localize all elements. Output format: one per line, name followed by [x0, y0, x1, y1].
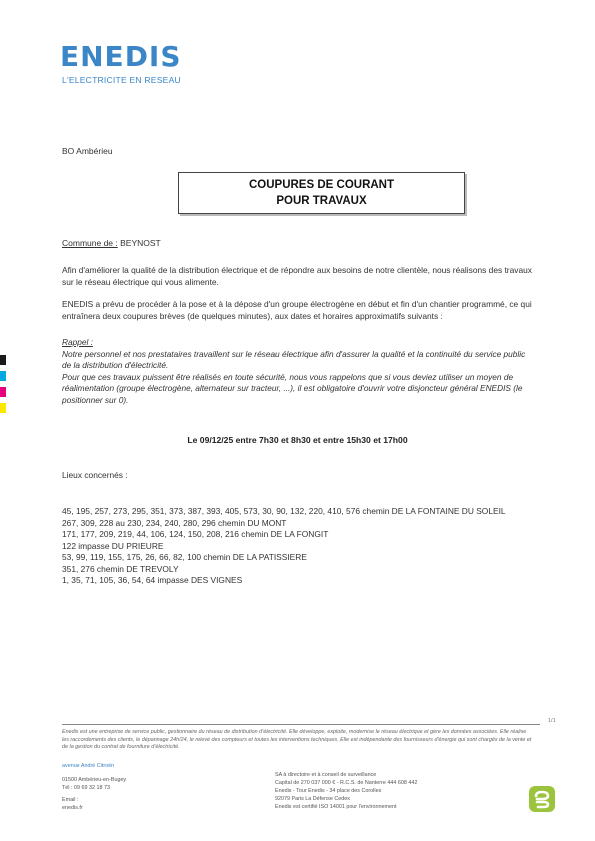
footer-website: enedis.fr	[62, 805, 83, 811]
logo-tagline: L'ELECTRICITE EN RESEAU	[62, 75, 181, 85]
intro-paragraph: Afin d'améliorer la qualité de la distribution électrique et de répondre aux besoins de notre clientèle, nous réalisons des travaux sur le réseau électrique qui vous alimente.	[62, 265, 532, 287]
footer-phone: Tél : 09 69 32 18 73	[62, 785, 110, 791]
commune-line	[62, 238, 161, 248]
print-mark-black	[0, 355, 6, 365]
logo-wordmark: ENEDIS	[60, 40, 182, 73]
address-list	[62, 506, 542, 587]
footer-company-line: Enedis - Tour Enedis - 34 place des Corolles	[275, 788, 382, 794]
footer-email: Email :	[62, 797, 79, 803]
address-item: 53, 99, 119, 155, 175, 26, 66, 82, 100 chemin DE LA PATISSIERE	[62, 552, 307, 562]
footer-company-line: Enedis est certifié ISO 14001 pour l'environnement	[275, 804, 397, 810]
notice-title-line1: COUPURES DE COURANT	[248, 179, 395, 191]
address-item: 1, 35, 71, 105, 36, 54, 64 impasse DES VIGNES	[62, 575, 243, 585]
footer-company-line: SA à directoire et à conseil de surveillance	[275, 772, 377, 778]
commune-label: Commune de :	[62, 238, 118, 248]
sender-office: BO Ambérieu	[62, 146, 113, 156]
address-item: 351, 276 chemin DE TREVOLY	[62, 563, 179, 574]
print-mark-yellow	[0, 403, 6, 413]
footer-company-line: 92079 Paris La Défense Cedex	[275, 796, 350, 802]
notice-title-line2: POUR TRAVAUX	[276, 195, 367, 207]
footer-contact-block	[62, 762, 126, 812]
enedis-logo	[60, 42, 200, 90]
print-mark-magenta	[0, 387, 6, 397]
work-description-paragraph: ENEDIS a prévu de procéder à la pose et à la dépose d'un groupe électrogène en début et fin d'un chantier programmé, ce qui entraînera deux coupures brèves (de quelques minutes), aux dates et horaires approximatifs suivants :	[62, 299, 532, 321]
safety-reminder	[62, 337, 532, 406]
footer-legal-text: Enedis est une entreprise de service public, gestionnaire du réseau de distribution d'électricité. Elle développe, exploite, modernise le réseau électrique et gère les données associées. Elle réalise les raccordements des clients, le dépannage 24h/24, le relevé des compteurs et toutes les interventions techniques. Elle est indépendante des fournisseurs d'énergie qui sont chargés de la vente et de la gestion du contrat de fourniture d'électricité.	[62, 729, 532, 750]
footer-address-city: 01500 Ambérieu-en-Bugey	[62, 777, 127, 783]
outage-schedule: Le 09/12/25 entre 7h30 et 8h30 et entre 15h30 et 17h00	[187, 435, 408, 445]
address-item: 122 impasse DU PRIEURE	[62, 540, 164, 551]
affected-places-label: Lieux concernés :	[62, 470, 128, 480]
address-item: 45, 195, 257, 273, 295, 351, 373, 387, 393, 405, 573, 30, 90, 132, 220, 410, 576 chemin DE LA FONTAINE DU SOLEIL	[62, 506, 506, 516]
enedis-mark-icon	[528, 785, 556, 813]
footer-address-street: avenue André Citroën	[62, 763, 115, 769]
page-number: 1/1	[548, 718, 556, 724]
reminder-text-2: Pour que ces travaux puissent être réalisés en toute sécurité, nous vous rappelons que si vous deviez utiliser un moyen de réalimentation (groupe électrogène, alternateur sur tracteur, ...), il est obligatoire d'ouvrir votre disjoncteur général ENEDIS (le positionner sur 0).	[62, 371, 523, 405]
reminder-title: Rappel :	[62, 337, 93, 347]
notice-title-box	[178, 172, 465, 214]
footer-company-block	[275, 771, 417, 811]
print-mark-cyan	[0, 371, 6, 381]
print-registration-marks	[0, 355, 6, 419]
address-item: 267, 309, 228 au 230, 234, 240, 280, 296 chemin DU MONT	[62, 517, 287, 528]
address-item: 171, 177, 209, 219, 44, 106, 124, 150, 208, 216 chemin DE LA FONGIT	[62, 529, 329, 539]
footer-divider	[62, 724, 540, 725]
footer-company-line: Capital de 270 037 000 € - R.C.S. de Nanterre 444 608 442	[275, 780, 418, 786]
commune-value: BEYNOST	[120, 238, 161, 248]
reminder-text-1: Notre personnel et nos prestataires travaillent sur le réseau électrique afin d'assurer la qualité et la continuité du service public de la distribution d'électricité.	[62, 348, 526, 370]
